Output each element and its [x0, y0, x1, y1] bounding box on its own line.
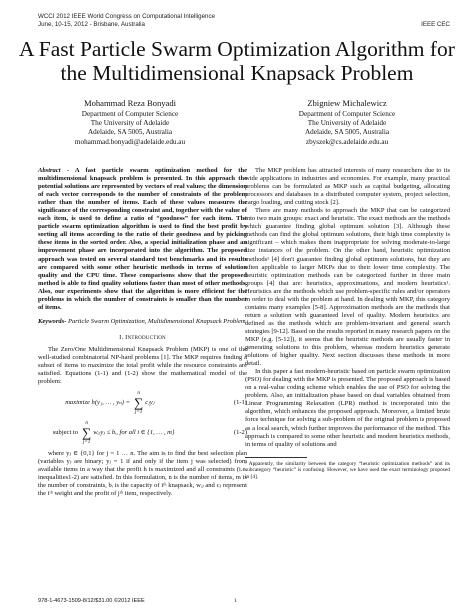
- sigma-icon: ∑: [82, 425, 92, 441]
- abstract-label: Abstract: [38, 167, 61, 174]
- intro-paragraph-2: where yⱼ ∈ {0,1} for j = 1 … n. The aim is to find the best selection plan (variables yⱼ are binary; yⱼ = 1 if and only if the item j was selected) from available items in a way that the profit h is maximized and all constraints (i.e. inequalities1-2) are satisfied. In this formulation, n is the number of items, m is the number of constraints, bᵢ is the capacity of iᵗʰ knapsack, wᵢⱼ and cⱼ represent the iᵗʰ weight and the profit of jᵗʰ item, respectively.: [38, 450, 247, 498]
- body-paragraph: There are many methods to approach the MKP that can be categorized into two main groups: exact and heuristic. The exact methods are the methods which guarantee finding global optimum solution [3]. Although these methods can find the global optimum solutions, their high time complexity is significant – which makes them inappropriate for solving moderate-to-large size instances of the problem. On the other hand, heuristic optimization methods¹ [4] don't guarantee finding global optimum solutions, but they are often applicable to larger MKPs due to their lower time complexity. The heuristic optimization methods can be categorized further in three main groups [4] that are: heuristics, approximations, and modern heuristics¹. Heuristics are the methods which use problem-specific rules and/or operators in order to deal with the problem at hand. In dealing with MKP, this category contains many examples [5-8]. Approximation methods are the methods that return a solution with guaranteed level of quality. Modern heuristics are defined as the methods which are problem-invariant and general search strategies [9-12]. Based on the results reported in many research papers on the MKP (e.g. [5-12]), it seems that the heuristic methods are usually faster in generating solutions to this problem, whereas modern heuristics generate solutions of higher quality. Next section discusses these methods in more detail.: [245, 207, 450, 368]
- sum-lower-limit: j=1: [134, 409, 143, 416]
- author-address: Adelaide, SA 5005, Australia: [87, 128, 173, 137]
- conference-line-1: WCCI 2012 IEEE World Congress on Computational Intelligence: [38, 13, 216, 20]
- conference-header: [38, 13, 215, 29]
- equation-body: cⱼyⱼ: [145, 399, 155, 407]
- equation-1: [38, 390, 247, 416]
- equation-lhs: maximize h(y₁, … , yₙ) =: [65, 399, 130, 407]
- footnote: ¹ Apparently, the similarity between the category “heuristic optimization methods” and its subcategory “heuristic” is confusing. However, we have used the exact terminology proposed in [4].: [245, 460, 450, 480]
- author-dept: Department of Computer Science: [81, 110, 179, 118]
- summation-symbol: [82, 420, 91, 446]
- author-name: Zbigniew Michalewicz: [307, 98, 387, 108]
- section-heading: I. Introduction: [119, 333, 166, 341]
- equation-lhs: subject to: [52, 429, 78, 437]
- title-line-2: the Multidimensional Knapsack Problem: [60, 61, 414, 85]
- body-paragraph: In this paper a fast modern-heuristic based on particle swarm optimization (PSO) for dealing with the MKP is presented. The proposed approach is based on a real-value coding scheme which enables the use of PSO for solving the problem. Also, an initialization phase based on dual variables obtained from Linear Programming Relaxation (LPR) method is incorporated into the algorithm, which enhances the proposed approach. Moreover, a limited brute force technique for solving a sub-problem of the original problem is proposed as a local search, which further improves the performance of the method. This approach is compared to some other heuristic and modern heuristics methods, in terms of quality of solutions and: [245, 368, 450, 448]
- body-paragraph: The MKP problem has attracted interests of many researchers due to its wide applications in industries and economies. For example, many practical problems can be formulated as MKP such as capital budgeting, allocating processors and databases in a distributed computer system, project selection, cargo loading, and cutting stock [2].: [245, 167, 450, 207]
- keywords: [38, 318, 247, 326]
- equation-number: (1-2): [233, 429, 247, 437]
- sum-upper-limit: n: [137, 390, 140, 397]
- author-address: Adelaide, SA 5005, Australia: [304, 128, 390, 137]
- keywords-label: Keywords-: [38, 317, 67, 325]
- author-univ: The University of Adelaide: [307, 119, 387, 128]
- keywords-text: Particle Swarm Optimization, Multidimensional Knapsack Problem: [66, 317, 246, 325]
- sum-upper-limit: n: [85, 420, 88, 427]
- summation-symbol: [134, 390, 143, 416]
- title-line-1: A Fast Particle Swarm Optimization Algorithm for: [19, 37, 455, 61]
- conference-line-2: June, 10-15, 2012 - Brisbane, Australia: [38, 21, 145, 28]
- sigma-icon: ∑: [134, 395, 144, 411]
- equation-number: (1-1): [233, 399, 247, 407]
- author-block-2: [252, 98, 442, 147]
- venue-label: IEEE CEC: [421, 21, 450, 28]
- sum-lower-limit: j=1: [82, 439, 91, 446]
- author-email: mohammad.bonyadi@adelaide.edu.au: [74, 137, 186, 146]
- author-name: Mohammad Reza Bonyadi: [83, 98, 177, 108]
- author-univ: The University of Adelaide: [90, 119, 170, 128]
- equation-body: wᵢⱼyⱼ ≤ bᵢ, for all i ∈ {1, … , m}: [93, 429, 175, 437]
- page-number: 1: [234, 598, 237, 604]
- author-email: zbyszek@cs.adelaide.edu.au: [305, 137, 389, 146]
- abstract-text: - A fast particle swarm optimization method for the multidimensional knapsack problem is presented. In this approach the potential solutions are represented by vectors of real values; the dimension of each vector corresponds to the number of constraints of the problem rather than the number of items. Each of these values measures the significance of the corresponding constraint and, together with the value of each item, is used to define a ratio of “goodness” for each item. The particle swarm optimization algorithm is used to find the best profit by sorting all items according to the ratio of their goodness and by picking these items in the sorted order. Also, a special initialization phase and an improvement phase are incorporated into the algorithm. The proposed approach was tested on several standard test benchmarks and its results are compared with some other heuristic methods in terms of solution quality and the CPU time. These comparisons show that the proposed method is able to find quality solutions faster than most of other methods. Also, our experiments show that the algorithm is more efficient for the problems in which the number of constraints is smaller than the number of items.: [38, 167, 247, 311]
- footnote-rule: [245, 457, 307, 458]
- abstract: [38, 167, 247, 312]
- author-block-1: [35, 98, 225, 147]
- right-column: [245, 167, 450, 480]
- intro-paragraph-1: The Zero/One Multidimensional Knapsack Problem (MKP) is one of the well-studied combinatorial NP-hard problems [1]. The MKP requires finding a subset of items to maximize the total profit while the resource constraints are satisfied. Equations (1-1) and (1-2) show the mathematical model of the problem:: [38, 345, 247, 386]
- author-dept: Department of Computer Science: [298, 110, 396, 118]
- copyright-footer: 978-1-4673-1509-8/12/$31.00 ©2012 IEEE: [38, 598, 145, 604]
- paper-title: [0, 37, 474, 85]
- left-column: [38, 167, 247, 498]
- equation-2: [38, 420, 247, 446]
